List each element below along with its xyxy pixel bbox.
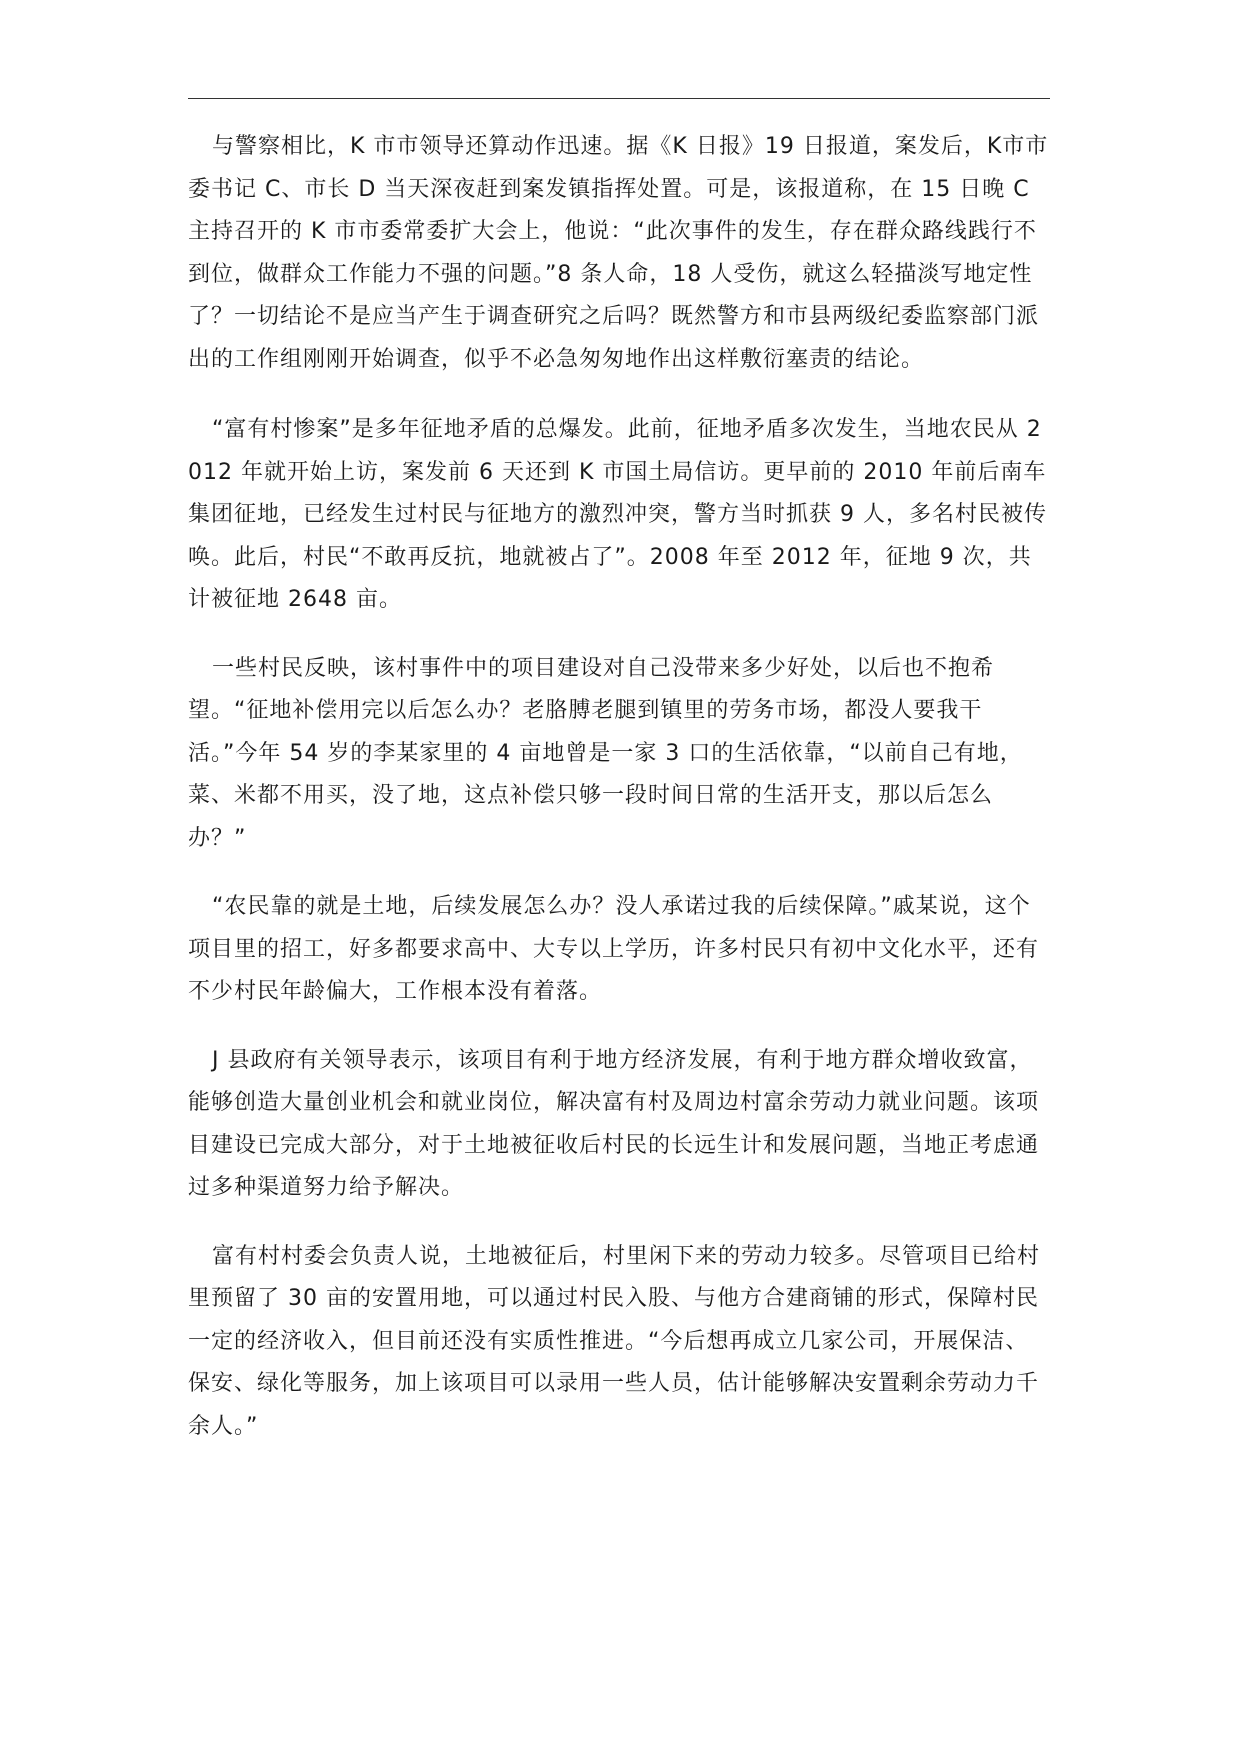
paragraph: 与警察相比，K 市市领导还算动作迅速。据《K 日报》19 日报道，案发后，K市市委书记 C、市长 D 当天深夜赶到案发镇指挥处置。可是，该报道称，在 15 日晚 C 主持召开的 K 市市委常委扩大会上，他说：“此次事件的发生，存在群众路线践行不到位，做群众工作能力不强的问题。”8 条人命，18 人受伤，就这么轻描淡写地定性了？一切结论不是应当产生于调查研究之后吗？既然警方和市县两级纪委监察部门派出的工作组刚刚开始调查，似乎不必急匆匆地作出这样敷衍塞责的结论。 xyxy=(188,134,1049,372)
paragraph: “农民靠的就是土地，后续发展怎么办？没人承诺过我的后续保障。”戚某说，这个项目里的招工，好多都要求高中、大专以上学历，许多村民只有初中文化水平，还有不少村民年龄偏大，工作根本没有着落。 xyxy=(188,894,1040,1004)
paragraph: “富有村惨案”是多年征地矛盾的总爆发。此前，征地矛盾多次发生，当地农民从 2012 年就开始上访，案发前 6 天还到 K 市国土局信访。更早前的 2010 年前后南车集团征地，已经发生过村民与征地方的激烈冲突，警方当时抓获 9 人，多名村民被传唤。此后，村民“不敢再反抗，地就被占了”。2008 年至 2012 年，征地 9 次，共计被征地 2648 亩。 xyxy=(188,417,1047,612)
paragraph: J 县政府有关领导表示，该项目有利于地方经济发展，有利于地方群众增收致富，能够创造大量创业机会和就业岗位，解决富有村及周边村富余劳动力就业问题。该项目建设已完成大部分，对于土地被征收后村民的长远生计和发展问题，当地正考虑通过多种渠道努力给予解决。 xyxy=(188,1047,1040,1200)
paragraph: 一些村民反映，该村事件中的项目建设对自己没带来多少好处，以后也不抱希望。“征地补偿用完以后怎么办？老胳膊老腿到镇里的劳务市场，都没人要我干活。”今年 54 岁的李某家里的 4 亩地曾是一家 3 口的生活依靠，“以前自己有地，菜、米都不用买，没了地，这点补偿只够一段时间日常的生活开支，那以后怎么办？” xyxy=(188,655,1023,851)
paragraph: 富有村村委会负责人说，土地被征后，村里闲下来的劳动力较多。尽管项目已给村里预留了 30 亩的安置用地，可以通过村民入股、与他方合建商铺的形式，保障村民一定的经济收入，但目前还没有实质性推进。“今后想再成立几家公司，开展保洁、保安、绿化等服务，加上该项目可以录用一些人员，估计能够解决安置剩余劳动力千余人。” xyxy=(188,1243,1041,1439)
document-body xyxy=(188,126,1050,1474)
header-rule xyxy=(188,98,1050,99)
